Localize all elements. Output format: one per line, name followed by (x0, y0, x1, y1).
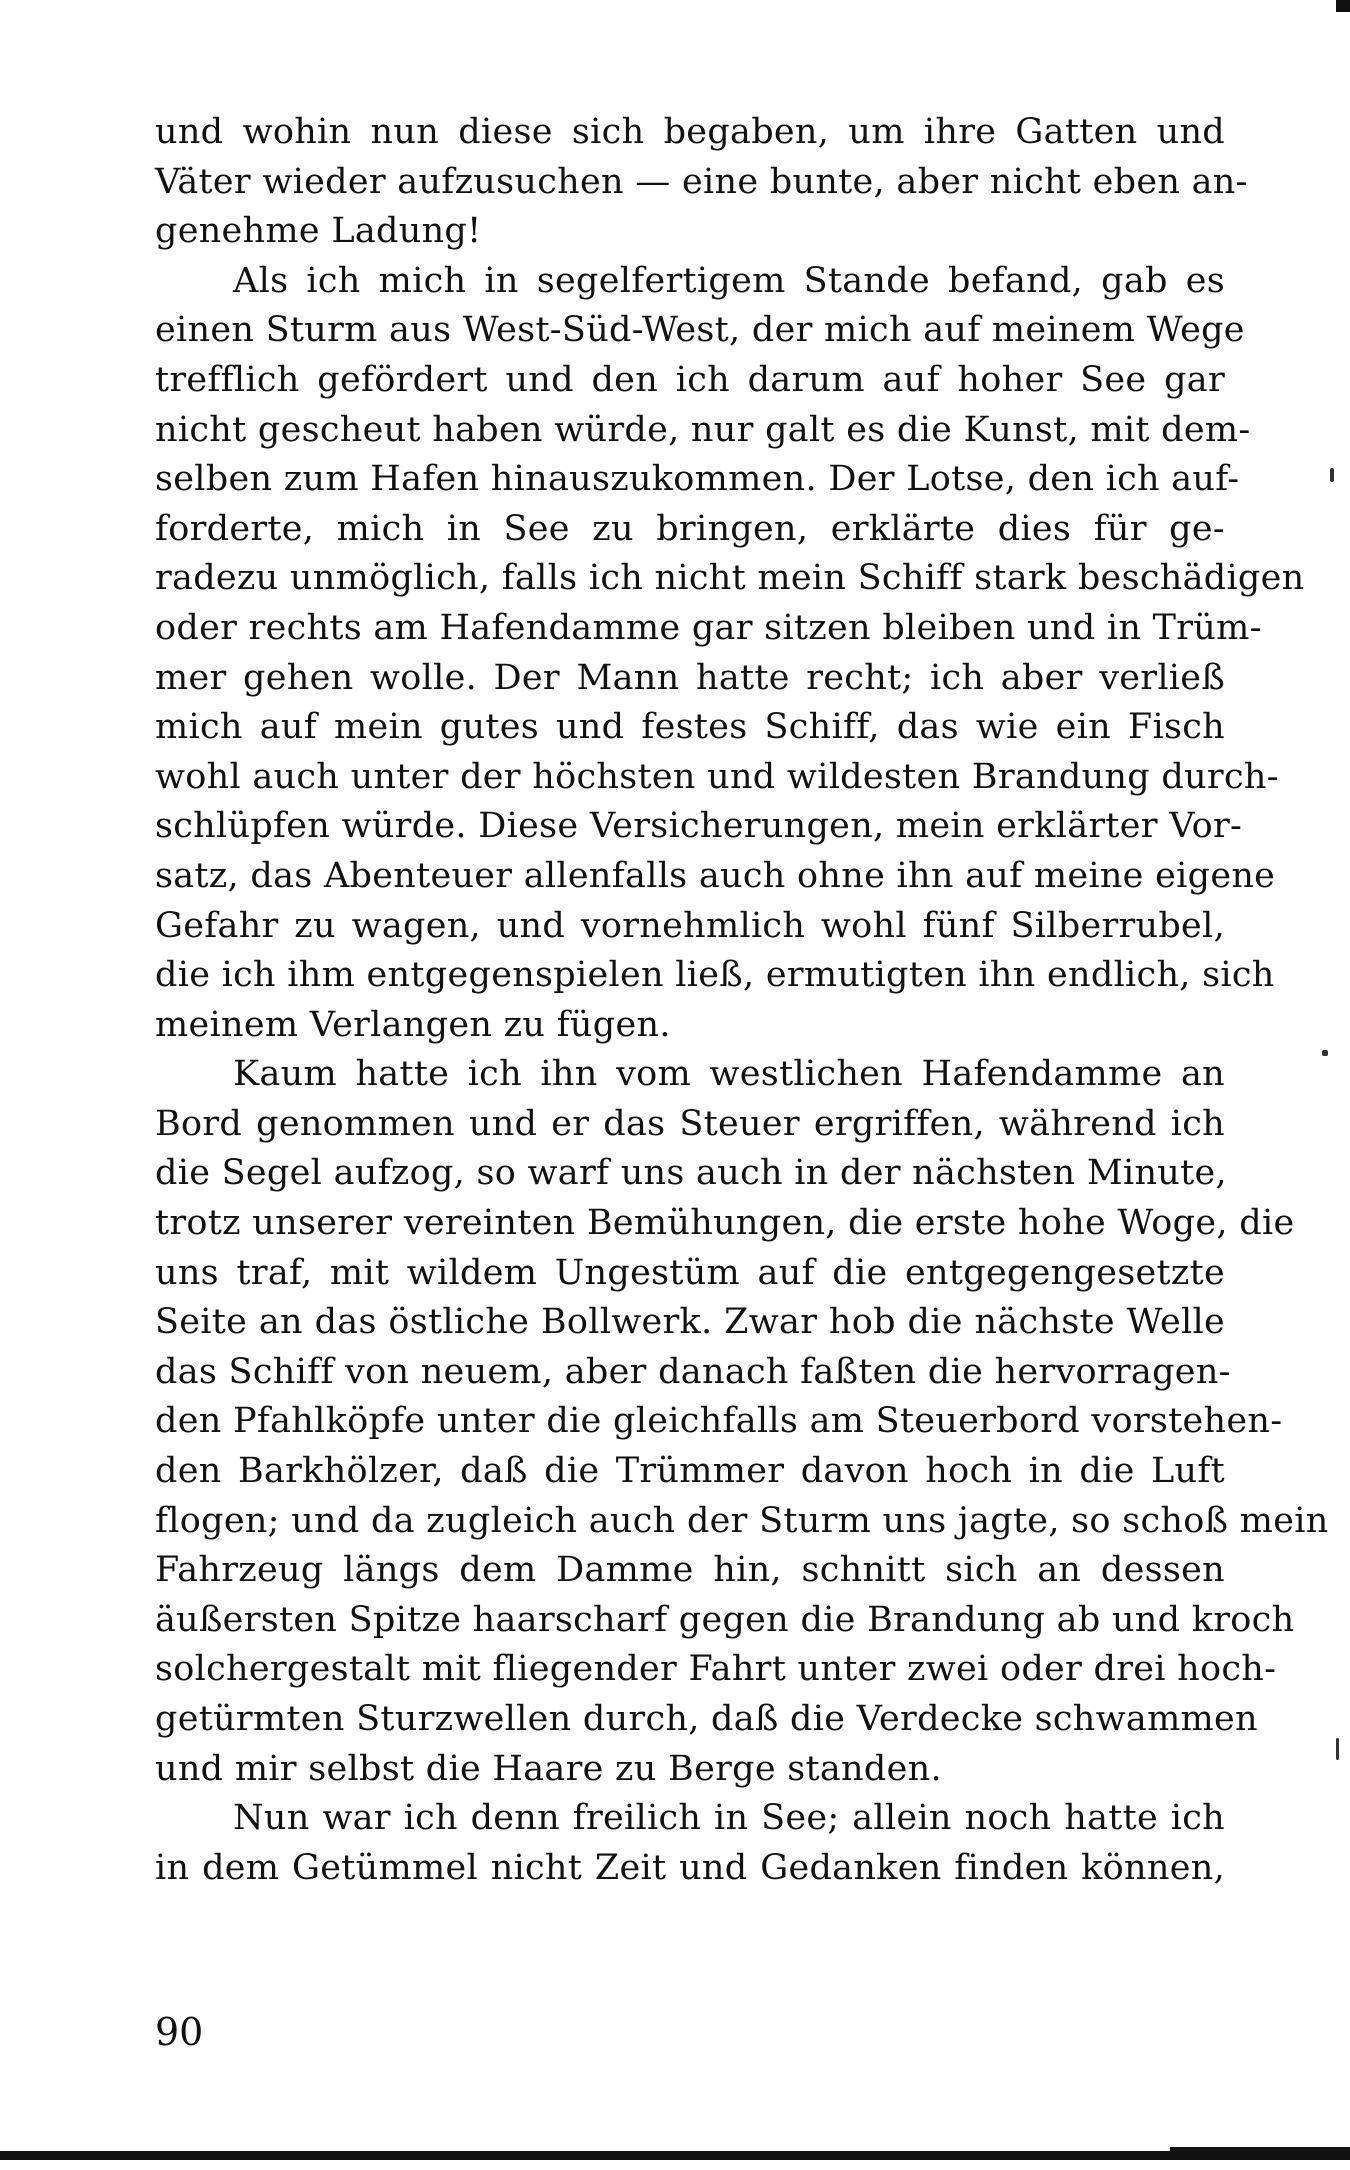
text-line: meinem Verlangen zu fügen. (155, 1004, 671, 1045)
text-line: nicht gescheut haben würde, nur galt es die Kunst, mit dem- (155, 409, 1251, 450)
text-line: das Schiff von neuem, aber danach faßten die hervorragen- (155, 1351, 1231, 1392)
text-line: Nun war ich denn freilich in See; allein noch hatte ich (233, 1798, 1225, 1839)
bottom-scan-rule (0, 2151, 1350, 2160)
text-line: Väter wieder aufzusuchen — eine bunte, aber nicht eben an- (155, 161, 1248, 202)
page-number: 90 (155, 2010, 204, 2054)
body-text (155, 108, 1329, 1893)
text-line: satz, das Abenteuer allenfalls auch ohne ihn auf meine eigene (155, 855, 1276, 896)
text-line: Gefahr zu wagen, und vornehmlich wohl fünf Silberrubel, (155, 905, 1225, 946)
text-line: in dem Getümmel nicht Zeit und Gedanken finden können, (155, 1847, 1225, 1888)
text-line: trotz unserer vereinten Bemühungen, die erste hohe Woge, die (155, 1203, 1295, 1244)
text-line: Kaum hatte ich ihn vom westlichen Hafendamme an (233, 1054, 1225, 1095)
text-line: äußersten Spitze haarscharf gegen die Brandung ab und kroch (155, 1599, 1295, 1640)
edge-speck (1322, 1050, 1328, 1056)
text-line: schlüpfen würde. Diese Versicherungen, mein erklärter Vor- (155, 806, 1243, 847)
paragraph (155, 1794, 1225, 1893)
text-line: selben zum Hafen hinauszukommen. Der Lotse, den ich auf- (155, 459, 1240, 500)
paragraph (155, 1050, 1329, 1794)
text-line: radezu unmöglich, falls ich nicht mein Schiff stark beschädigen (155, 558, 1305, 599)
text-line: oder rechts am Hafendamme gar sitzen bleiben und in Trüm- (155, 607, 1262, 648)
edge-speck (1330, 468, 1334, 482)
text-line: mer gehen wolle. Der Mann hatte recht; ich aber verließ (155, 657, 1225, 698)
text-line: den Pfahlköpfe unter die gleichfalls am Steuerbord vorstehen- (155, 1401, 1283, 1442)
text-line: getürmten Sturzwellen durch, daß die Verdecke schwammen (155, 1699, 1258, 1739)
text-line: den Barkhölzer, daß die Trümmer davon hoch in die Luft (155, 1451, 1225, 1492)
text-line: Als ich mich in segelfertigem Stande befand, gab es (233, 260, 1225, 301)
text-line: flogen; und da zugleich auch der Sturm uns jagte, so schoß mein (155, 1500, 1329, 1541)
text-line: Fahrzeug längs dem Damme hin, schnitt sich an dessen (155, 1550, 1225, 1591)
paragraph (155, 257, 1305, 1051)
text-line: wohl auch unter der höchsten und wildesten Brandung durch- (155, 756, 1279, 797)
text-line: uns traf, mit wildem Ungestüm auf die entgegengesetzte (155, 1252, 1225, 1293)
text-line: genehme Ladung! (155, 211, 482, 252)
text-line: und wohin nun diese sich begaben, um ihre Gatten und (155, 112, 1225, 152)
text-line: Seite an das östliche Bollwerk. Zwar hob die nächste Welle (155, 1302, 1225, 1343)
text-line: mich auf mein gutes und festes Schiff, das wie ein Fisch (155, 707, 1225, 748)
text-line: einen Sturm aus West-Süd-West, der mich auf meinem Wege (155, 310, 1245, 351)
corner-ink-mark (1336, 0, 1350, 12)
text-line: forderte, mich in See zu bringen, erklärte dies für ge- (155, 508, 1225, 549)
paragraph (155, 108, 1248, 257)
text-line: die Segel aufzog, so warf uns auch in der nächsten Minute, (155, 1153, 1227, 1194)
text-line: die ich ihm entgegenspielen ließ, ermutigten ihn endlich, sich (155, 955, 1275, 996)
text-line: Bord genommen und er das Steuer ergriffen, während ich (155, 1103, 1225, 1144)
text-line: und mir selbst die Haare zu Berge standen. (155, 1748, 942, 1789)
edge-speck (1336, 1738, 1339, 1760)
text-line: solchergestalt mit fliegender Fahrt unter zwei oder drei hoch- (155, 1649, 1277, 1690)
text-line: trefflich gefördert und den ich darum auf hoher See gar (155, 359, 1225, 400)
